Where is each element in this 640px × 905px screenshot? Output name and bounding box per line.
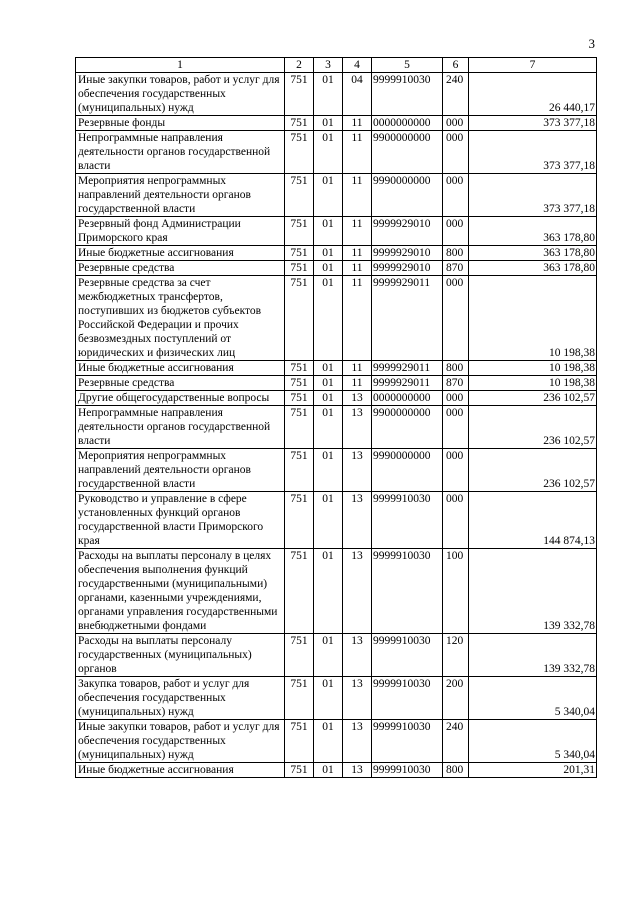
cell-name: Руководство и управление в сфере установленных функций органов государственной власти Приморского края — [76, 492, 285, 549]
cell-col-3: 01 — [314, 131, 343, 174]
cell-col-2: 751 — [285, 406, 314, 449]
cell-col-2: 751 — [285, 634, 314, 677]
cell-name: Иные закупки товаров, работ и услуг для обеспечения государственных (муниципальных) нужд — [76, 73, 285, 116]
cell-name: Резервные средства — [76, 376, 285, 391]
table-row — [76, 391, 597, 406]
cell-col-4: 13 — [343, 492, 372, 549]
cell-name: Непрограммные направления деятельности органов государственной власти — [76, 406, 285, 449]
cell-name: Непрограммные направления деятельности органов государственной власти — [76, 131, 285, 174]
cell-col-6: 000 — [443, 276, 469, 361]
cell-col-3: 01 — [314, 677, 343, 720]
cell-col-2: 751 — [285, 376, 314, 391]
cell-col-4: 11 — [343, 174, 372, 217]
cell-col-2: 751 — [285, 217, 314, 246]
cell-col-5: 9900000000 — [372, 131, 443, 174]
budget-table — [75, 57, 597, 778]
table-row — [76, 246, 597, 261]
cell-amount: 236 102,57 — [469, 449, 597, 492]
cell-name: Закупка товаров, работ и услуг для обеспечения государственных (муниципальных) нужд — [76, 677, 285, 720]
cell-col-4: 11 — [343, 361, 372, 376]
table-row — [76, 174, 597, 217]
cell-amount: 363 178,80 — [469, 217, 597, 246]
cell-amount: 144 874,13 — [469, 492, 597, 549]
header-cell: 2 — [285, 58, 314, 73]
table-row — [76, 73, 597, 116]
cell-col-3: 01 — [314, 246, 343, 261]
cell-col-3: 01 — [314, 391, 343, 406]
cell-col-5: 9999910030 — [372, 763, 443, 778]
cell-col-2: 751 — [285, 276, 314, 361]
cell-amount: 373 377,18 — [469, 131, 597, 174]
cell-col-2: 751 — [285, 391, 314, 406]
cell-col-4: 11 — [343, 276, 372, 361]
header-cell: 7 — [469, 58, 597, 73]
cell-amount: 5 340,04 — [469, 677, 597, 720]
header-cell: 3 — [314, 58, 343, 73]
header-cell: 5 — [372, 58, 443, 73]
cell-name: Расходы на выплаты персоналу в целях обеспечения выполнения функций государственными (муниципальными) органами, казенными учреждениями, органами управления государственными внебюджетными фондами — [76, 549, 285, 634]
cell-name: Резервные средства за счет межбюджетных трансфертов, поступивших из бюджетов субъектов Российской Федерации и прочих безвозмездных поступлений от юридических и физических лиц — [76, 276, 285, 361]
cell-col-2: 751 — [285, 720, 314, 763]
cell-col-2: 751 — [285, 492, 314, 549]
cell-col-5: 9999929010 — [372, 261, 443, 276]
cell-col-5: 9990000000 — [372, 174, 443, 217]
cell-col-3: 01 — [314, 174, 343, 217]
cell-col-4: 04 — [343, 73, 372, 116]
cell-col-4: 13 — [343, 763, 372, 778]
cell-amount: 10 198,38 — [469, 376, 597, 391]
cell-col-2: 751 — [285, 174, 314, 217]
cell-name: Резервные средства — [76, 261, 285, 276]
cell-col-6: 240 — [443, 73, 469, 116]
cell-col-2: 751 — [285, 246, 314, 261]
page-number: 3 — [588, 36, 595, 51]
table-row — [76, 677, 597, 720]
cell-col-4: 13 — [343, 391, 372, 406]
cell-col-4: 13 — [343, 449, 372, 492]
cell-col-6: 800 — [443, 361, 469, 376]
cell-col-5: 9999910030 — [372, 549, 443, 634]
cell-col-4: 11 — [343, 116, 372, 131]
cell-col-3: 01 — [314, 116, 343, 131]
cell-col-2: 751 — [285, 763, 314, 778]
cell-amount: 236 102,57 — [469, 391, 597, 406]
cell-col-2: 751 — [285, 116, 314, 131]
cell-col-2: 751 — [285, 73, 314, 116]
table-row — [76, 361, 597, 376]
cell-name: Резервный фонд Администрации Приморского края — [76, 217, 285, 246]
cell-col-3: 01 — [314, 634, 343, 677]
cell-name: Другие общегосударственные вопросы — [76, 391, 285, 406]
cell-col-3: 01 — [314, 217, 343, 246]
cell-col-6: 000 — [443, 131, 469, 174]
cell-col-6: 800 — [443, 246, 469, 261]
cell-col-5: 9999910030 — [372, 73, 443, 116]
cell-col-2: 751 — [285, 361, 314, 376]
cell-amount: 363 178,80 — [469, 246, 597, 261]
table-row — [76, 276, 597, 361]
cell-amount: 10 198,38 — [469, 276, 597, 361]
cell-col-3: 01 — [314, 449, 343, 492]
header-cell: 4 — [343, 58, 372, 73]
cell-name: Иные бюджетные ассигнования — [76, 361, 285, 376]
cell-col-5: 9999929011 — [372, 376, 443, 391]
cell-name: Мероприятия непрограммных направлений деятельности органов государственной власти — [76, 174, 285, 217]
cell-col-5: 9999929011 — [372, 361, 443, 376]
cell-name: Иные бюджетные ассигнования — [76, 763, 285, 778]
cell-amount: 10 198,38 — [469, 361, 597, 376]
cell-col-3: 01 — [314, 492, 343, 549]
cell-col-6: 000 — [443, 492, 469, 549]
cell-col-6: 000 — [443, 116, 469, 131]
cell-col-5: 9999910030 — [372, 677, 443, 720]
header-cell: 1 — [76, 58, 285, 73]
cell-amount: 236 102,57 — [469, 406, 597, 449]
cell-col-4: 13 — [343, 406, 372, 449]
table-row — [76, 763, 597, 778]
cell-col-6: 800 — [443, 763, 469, 778]
cell-col-4: 13 — [343, 634, 372, 677]
cell-col-3: 01 — [314, 763, 343, 778]
cell-name: Иные бюджетные ассигнования — [76, 246, 285, 261]
table-row — [76, 131, 597, 174]
cell-amount: 5 340,04 — [469, 720, 597, 763]
cell-col-3: 01 — [314, 73, 343, 116]
table-body — [76, 73, 597, 778]
cell-col-3: 01 — [314, 549, 343, 634]
cell-amount: 139 332,78 — [469, 634, 597, 677]
cell-col-5: 9999910030 — [372, 634, 443, 677]
table-row — [76, 261, 597, 276]
cell-col-2: 751 — [285, 449, 314, 492]
table-row — [76, 720, 597, 763]
header-cell: 6 — [443, 58, 469, 73]
cell-col-6: 000 — [443, 449, 469, 492]
cell-col-5: 9900000000 — [372, 406, 443, 449]
table-row — [76, 634, 597, 677]
cell-col-3: 01 — [314, 361, 343, 376]
cell-col-3: 01 — [314, 376, 343, 391]
header-row — [76, 58, 597, 73]
cell-col-3: 01 — [314, 261, 343, 276]
cell-col-6: 000 — [443, 174, 469, 217]
table-row — [76, 406, 597, 449]
cell-col-3: 01 — [314, 276, 343, 361]
cell-col-5: 9999910030 — [372, 720, 443, 763]
cell-col-5: 9999929011 — [372, 276, 443, 361]
cell-col-4: 11 — [343, 217, 372, 246]
table-row — [76, 449, 597, 492]
cell-name: Иные закупки товаров, работ и услуг для обеспечения государственных (муниципальных) нужд — [76, 720, 285, 763]
cell-col-6: 200 — [443, 677, 469, 720]
cell-col-4: 11 — [343, 246, 372, 261]
cell-amount: 139 332,78 — [469, 549, 597, 634]
cell-col-6: 870 — [443, 376, 469, 391]
cell-amount: 26 440,17 — [469, 73, 597, 116]
cell-col-5: 9999929010 — [372, 217, 443, 246]
cell-name: Резервные фонды — [76, 116, 285, 131]
cell-col-4: 13 — [343, 549, 372, 634]
table-row — [76, 376, 597, 391]
cell-col-6: 240 — [443, 720, 469, 763]
table-row — [76, 217, 597, 246]
table-row — [76, 549, 597, 634]
cell-col-4: 11 — [343, 261, 372, 276]
cell-col-5: 9990000000 — [372, 449, 443, 492]
cell-col-5: 0000000000 — [372, 391, 443, 406]
cell-col-5: 9999929010 — [372, 246, 443, 261]
cell-col-4: 13 — [343, 677, 372, 720]
cell-col-6: 100 — [443, 549, 469, 634]
cell-name: Расходы на выплаты персоналу государственных (муниципальных) органов — [76, 634, 285, 677]
cell-col-5: 9999910030 — [372, 492, 443, 549]
cell-col-5: 0000000000 — [372, 116, 443, 131]
cell-amount: 201,31 — [469, 763, 597, 778]
cell-col-2: 751 — [285, 677, 314, 720]
table-row — [76, 492, 597, 549]
cell-col-3: 01 — [314, 406, 343, 449]
table-row — [76, 116, 597, 131]
cell-col-2: 751 — [285, 549, 314, 634]
cell-col-2: 751 — [285, 261, 314, 276]
cell-col-3: 01 — [314, 720, 343, 763]
cell-col-2: 751 — [285, 131, 314, 174]
cell-col-6: 000 — [443, 391, 469, 406]
cell-col-6: 000 — [443, 217, 469, 246]
cell-name: Мероприятия непрограммных направлений деятельности органов государственной власти — [76, 449, 285, 492]
cell-amount: 373 377,18 — [469, 116, 597, 131]
cell-col-4: 11 — [343, 376, 372, 391]
cell-amount: 373 377,18 — [469, 174, 597, 217]
cell-col-6: 870 — [443, 261, 469, 276]
cell-amount: 363 178,80 — [469, 261, 597, 276]
cell-col-6: 120 — [443, 634, 469, 677]
cell-col-6: 000 — [443, 406, 469, 449]
cell-col-4: 13 — [343, 720, 372, 763]
cell-col-4: 11 — [343, 131, 372, 174]
